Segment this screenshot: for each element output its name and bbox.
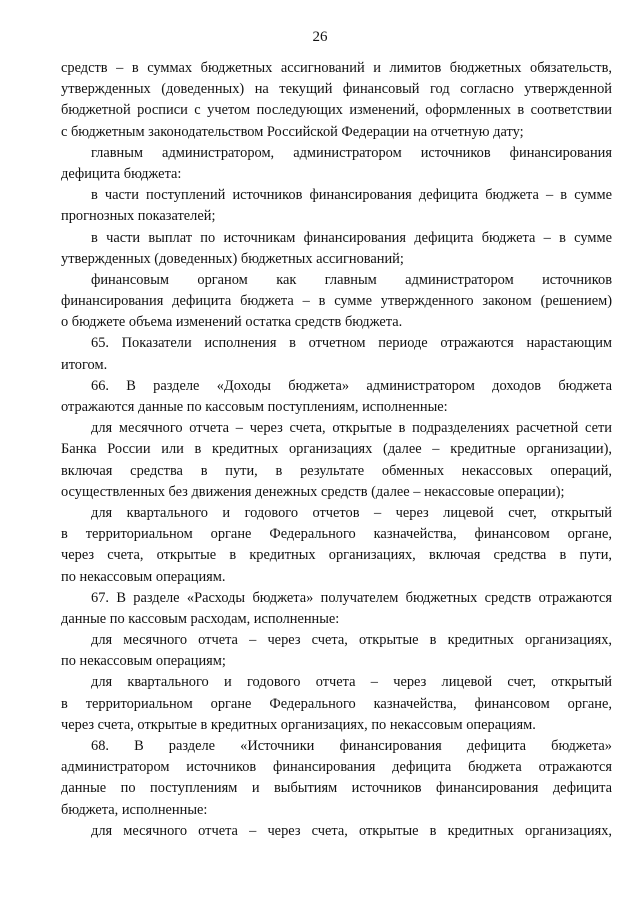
text-line: в территориальном органе Федерального казначейства, финансовом органе, [61,695,612,712]
text-line: осуществленных без движения денежных средств (далее – некассовые операции); [61,483,565,500]
text-line: итогом. [61,356,108,373]
text-line: утвержденных (доведенных) на текущий финансовый год согласно утвержденной [61,81,612,98]
text-line: бюджета, исполненные: [61,801,208,818]
text-line: администратором источников финансирования дефицита бюджета отражаются [61,759,612,776]
text-line: дефицита бюджета: [61,165,182,182]
text-line: для квартального и годового отчета – через лицевой счет, открытый [91,674,612,691]
text-line: Банка России или в кредитных организациях (далее – кредитные организации), [61,441,612,458]
text-line: для месячного отчета – через счета, открытые в кредитных организациях, [91,632,612,649]
text-line: с бюджетным законодательством Российской Федерации на отчетную дату; [61,123,524,140]
text-line: данные по кассовым расходам, исполненные: [61,610,340,627]
text-line: главным администратором, администратором источников финансирования [91,144,612,161]
text-line: бюджетной росписи с учетом последующих изменений, оформленных в соответствии [61,102,612,119]
text-line: в территориальном органе Федерального казначейства, финансовом органе, [61,526,612,543]
text-line: через счета, открытые в кредитных организациях, по некассовым операциям. [61,716,536,733]
text-line: для квартального и годового отчетов – через лицевой счет, открытый [91,504,612,521]
text-line: 67. В разделе «Расходы бюджета» получателем бюджетных средств отражаются [91,589,612,606]
text-line: утвержденных (доведенных) бюджетных ассигнований; [61,250,404,267]
document-body [61,58,612,842]
text-line: данные по поступлениям и выбытиям источников финансирования дефицита [61,780,612,797]
text-line: прогнозных показателей; [61,208,216,225]
text-line: по некассовым операциям; [61,653,226,670]
text-line: по некассовым операциям. [61,568,226,585]
text-line: для месячного отчета – через счета, открытые в подразделениях расчетной сети [91,420,612,437]
page-number: 26 [312,29,328,45]
text-line: в части выплат по источникам финансирования дефицита бюджета – в сумме [91,229,612,246]
text-line: финансовым органом как главным администратором источников [91,271,612,288]
text-line: финансирования дефицита бюджета – в сумме утвержденного законом (решением) [61,293,612,310]
text-line: для месячного отчета – через счета, открытые в кредитных организациях, [91,822,612,839]
text-line: средств – в суммах бюджетных ассигнований и лимитов бюджетных обязательств, [61,60,612,76]
text-line: отражаются данные по кассовым поступлениям, исполненные: [61,399,448,415]
text-line: 66. В разделе «Доходы бюджета» администратором доходов бюджета [91,377,612,394]
text-line: включая средства в пути, в результате обменных некассовых операций, [61,462,612,479]
text-line: 68. В разделе «Источники финансирования дефицита бюджета» [91,738,612,754]
text-line: в части поступлений источников финансирования дефицита бюджета – в сумме [91,187,612,204]
text-line: 65. Показатели исполнения в отчетном периоде отражаются нарастающим [91,335,612,352]
text-line: о бюджете объема изменений остатка средств бюджета. [61,314,403,331]
text-line: через счета, открытые в кредитных организациях, включая средства в пути, [61,547,612,564]
